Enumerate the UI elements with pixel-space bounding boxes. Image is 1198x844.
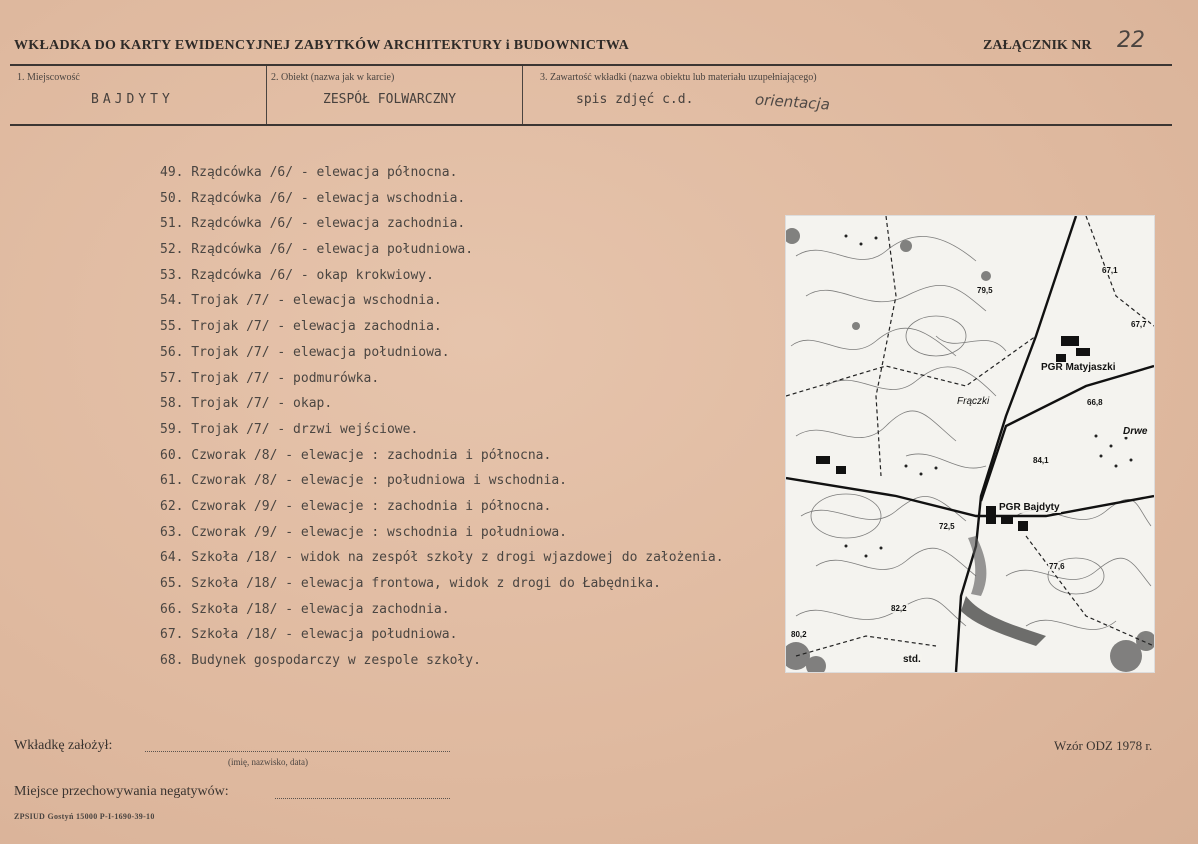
list-item: 54. Trojak /7/ - elewacja wschodnia. (160, 293, 442, 309)
list-item: 58. Trojak /7/ - okap. (160, 396, 333, 412)
field-divider (266, 66, 267, 124)
negatives-label: Miejsce przechowywania negatywów: (14, 784, 229, 799)
list-item: 59. Trojak /7/ - drzwi wejściowe. (160, 421, 419, 437)
list-item: 51. Rządcówka /6/ - elewacja zachodnia. (160, 216, 466, 232)
map-height-label: 80,2 (791, 630, 807, 639)
list-item: 55. Trojak /7/ - elewacja zachodnia. (160, 319, 442, 335)
list-item: 49. Rządcówka /6/ - elewacja północna. (160, 165, 458, 180)
map-height-label: 72,5 (939, 522, 955, 531)
map-label-pgr-matyjaszki: PGR Matyjaszki (1041, 362, 1116, 373)
map-drawing (786, 216, 1154, 672)
founder-caption: (imię, nazwisko, data) (228, 757, 308, 767)
list-item: 53. Rządcówka /6/ - okap krokwiowy. (160, 267, 434, 283)
list-item: 56. Trojak /7/ - elewacja południowa. (160, 344, 450, 360)
list-item: 57. Trojak /7/ - podmurówka. (160, 370, 380, 386)
map-label-drwe: Drwe (1123, 426, 1148, 437)
map-height-label: 67,1 (1102, 266, 1118, 275)
map-height-label: 84,1 (1033, 456, 1049, 465)
list-item: 66. Szkoła /18/ - elewacja zachodnia. (160, 601, 450, 617)
content-value: spis zdjęć c.d. (576, 92, 694, 107)
form-title: WKŁADKA DO KARTY EWIDENCYJNEJ ZABYTKÓW ARCHITEKTURY i BUDOWNICTWA (14, 38, 630, 53)
handwritten-note: orientacja (754, 90, 831, 114)
map-label-fraczki: Frączki (957, 396, 990, 407)
map-height-label: 67,7 (1131, 320, 1147, 329)
list-item: 68. Budynek gospodarczy w zespole szkoły. (160, 653, 481, 669)
content-label: 3. Zawartość wkładki (nazwa obiektu lub materiału uzupełniającego) (540, 72, 817, 83)
founder-field[interactable] (145, 750, 450, 752)
photo-list (160, 160, 724, 674)
map-height-label: 77,6 (1049, 562, 1065, 571)
list-item: 65. Szkoła /18/ - elewacja frontowa, widok z drogi do Łabędnika. (160, 576, 661, 591)
locality-label: 1. Miejscowość (17, 72, 80, 83)
attachment-number: 22 (1117, 28, 1145, 53)
orientation-map (786, 216, 1154, 672)
form-pattern: Wzór ODZ 1978 r. (1054, 738, 1153, 753)
top-rule (10, 64, 1172, 66)
map-height-label: 82,2 (891, 604, 907, 613)
object-value: ZESPÓŁ FOLWARCZNY (323, 92, 457, 107)
locality-value: BAJDYTY (91, 92, 174, 107)
list-item: 50. Rządcówka /6/ - elewacja wschodnia. (160, 190, 466, 206)
list-item: 61. Czworak /8/ - elewacje : południowa i wschodnia. (160, 473, 567, 489)
header-bottom-rule (10, 124, 1172, 126)
attachment-label: ZAŁĄCZNIK NR (983, 38, 1092, 53)
printer-imprint: ZPSIUD Gostyń 15000 P-I-1690-39-10 (14, 812, 155, 821)
list-item: 62. Czworak /9/ - elewacje : zachodnia i północna. (160, 498, 552, 514)
object-label: 2. Obiekt (nazwa jak w karcie) (271, 72, 395, 83)
field-divider (522, 66, 523, 124)
list-item: 64. Szkoła /18/ - widok na zespół szkoły z drogi wjazdowej do założenia. (160, 550, 724, 566)
negatives-field[interactable] (275, 797, 450, 799)
list-item: 63. Czworak /9/ - elewacje : wschodnia i południowa. (160, 524, 567, 540)
founder-label: Wkładkę założył: (14, 738, 113, 753)
list-item: 60. Czworak /8/ - elewacje : zachodnia i północna. (160, 447, 552, 463)
map-label-pgr-bajdyty: PGR Bajdyty (999, 502, 1060, 513)
map-label-std: std. (903, 654, 921, 665)
list-item: 52. Rządcówka /6/ - elewacja południowa. (160, 242, 474, 258)
map-height-label: 66,8 (1087, 398, 1103, 407)
map-height-label: 79,5 (977, 286, 993, 295)
list-item: 67. Szkoła /18/ - elewacja południowa. (160, 627, 458, 643)
